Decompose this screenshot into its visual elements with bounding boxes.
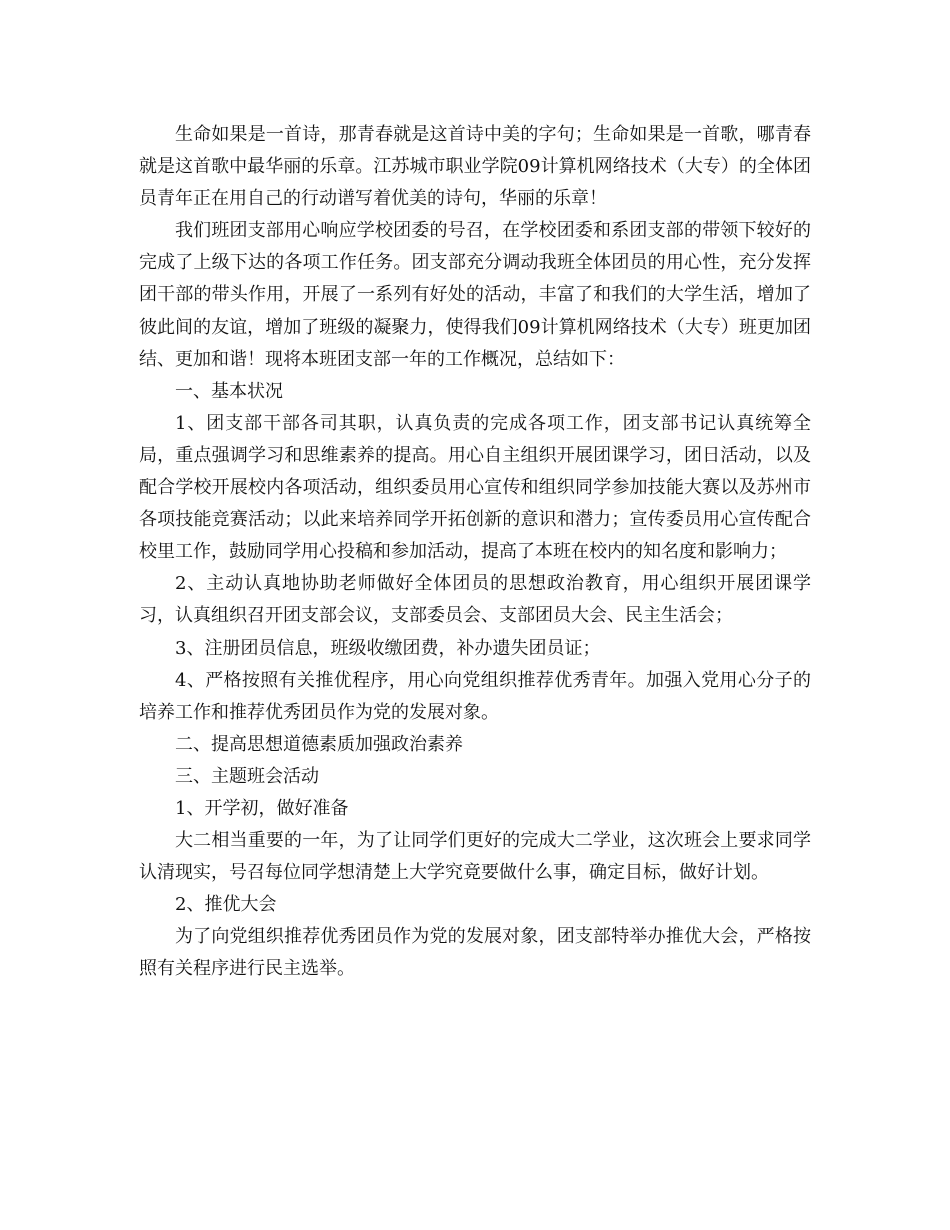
paragraph-recommendation-meeting: 为了向党组织推荐优秀团员作为党的发展对象，团支部特举办推优大会，严格按照有关程序进行民主选举。 (139, 926, 811, 980)
paragraph-item-4: 4、严格按照有关推优程序，用心向党组织推荐优秀青年。加强入党用心分子的培养工作和推荐优秀团员作为党的发展对象。 (139, 669, 811, 723)
subheading-recommendation-meeting: 2、推优大会 (175, 894, 277, 916)
document-body (139, 119, 811, 986)
paragraph-item-2: 2、主动认真地协助老师做好全体团员的思想政治教育，用心组织开展团课学习，认真组织召开团支部会议，支部委员会、支部团员大会、民主生活会； (139, 573, 811, 627)
section-heading-class-meetings: 三、主题班会活动 (175, 765, 319, 787)
section-heading-basic-status: 一、基本状况 (175, 380, 283, 402)
paragraph-item-1: 1、团支部干部各司其职，认真负责的完成各项工作，团支部书记认真统筹全局，重点强调学习和思维素养的提高。用心自主组织开展团课学习，团日活动，以及配合学校开展校内各项活动，组织委员用心宣传和组织同学参加技能大赛以及苏州市各项技能竞赛活动；以此来培养同学开拓创新的意识和潜力；宣传委员用心宣传配合校里工作，鼓励同学用心投稿和参加活动，提高了本班在校内的知名度和影响力； (139, 412, 811, 563)
subheading-semester-start: 1、开学初，做好准备 (175, 797, 349, 819)
paragraph-item-3: 3、注册团员信息，班级收缴团费，补办遗失团员证； (175, 637, 601, 659)
paragraph-overview: 我们班团支部用心响应学校团委的号召，在学校团委和系团支部的带领下较好的完成了上级下达的各项工作任务。团支部充分调动我班全体团员的用心性，充分发挥团干部的带头作用，开展了一系列有好处的活动，丰富了和我们的大学生活，增加了彼此间的友谊，增加了班级的凝聚力，使得我们09计算机网络技术（大专）班更加团结、更加和谐！现将本班团支部一年的工作概况，总结如下： (139, 220, 811, 370)
section-heading-moral-quality: 二、提高思想道德素质加强政治素养 (175, 733, 463, 755)
paragraph-intro: 生命如果是一首诗，那青春就是这首诗中美的字句；生命如果是一首歌，哪青春就是这首歌中最华丽的乐章。江苏城市职业学院09计算机网络技术（大专）的全体团员青年正在用自己的行动谱写着优美的诗句，华丽的乐章！ (139, 124, 811, 210)
paragraph-semester-start: 大二相当重要的一年，为了让同学们更好的完成大二学业，这次班会上要求同学认清现实，号召每位同学想清楚上大学究竟要做什么事，确定目标，做好计划。 (139, 830, 811, 884)
